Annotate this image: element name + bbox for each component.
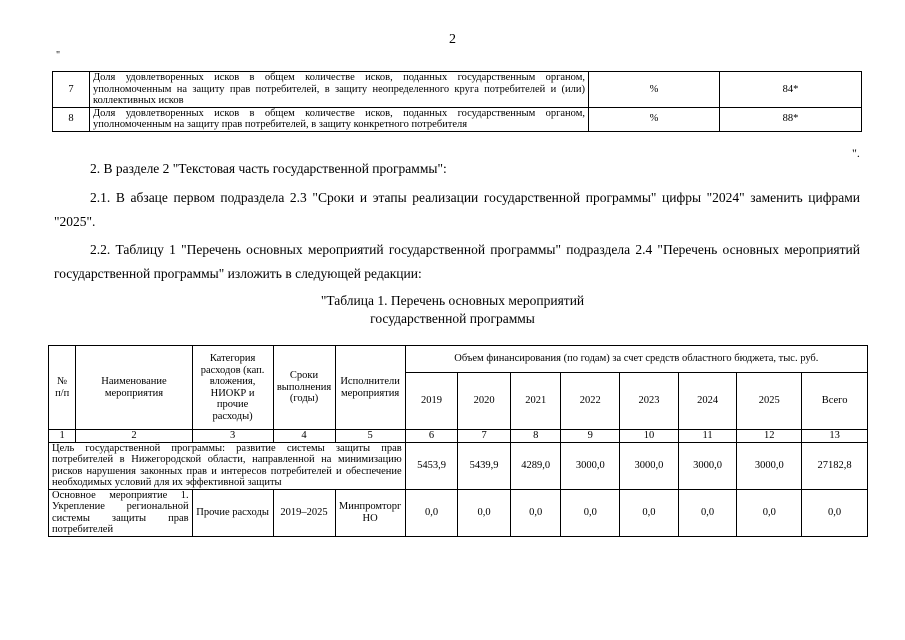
measure-value: 0,0 bbox=[678, 489, 737, 536]
measure-value: 0,0 bbox=[510, 489, 561, 536]
measure-name: Основное мероприятие 1. Укрепление региональной системы защиты прав потребителей bbox=[49, 489, 193, 536]
header-year: 2020 bbox=[458, 373, 511, 430]
table-row bbox=[53, 107, 862, 131]
col-number: 5 bbox=[335, 430, 405, 443]
header-year: 2022 bbox=[561, 373, 620, 430]
indicator-unit: % bbox=[589, 107, 720, 131]
header-year: 2021 bbox=[510, 373, 561, 430]
measure-value: 0,0 bbox=[561, 489, 620, 536]
header-row bbox=[49, 346, 868, 373]
row-number: 7 bbox=[53, 72, 90, 108]
header-total: Всего bbox=[802, 373, 868, 430]
table-row bbox=[53, 72, 862, 108]
indicators-table bbox=[52, 71, 862, 132]
page-number: 2 bbox=[449, 32, 456, 47]
opening-quote: " bbox=[56, 50, 61, 61]
measure-terms: 2019–2025 bbox=[273, 489, 335, 536]
measure-executor: Минпромторг НО bbox=[335, 489, 405, 536]
table-caption-line2: государственной программы bbox=[370, 311, 535, 326]
paragraph-3: 2.2. Таблицу 1 "Перечень основных мероприятий государственной программы" подраздела 2.4 "Перечень основных мероприятий государственной программы" изложить в следующей редакции: bbox=[54, 242, 860, 281]
col-number: 3 bbox=[192, 430, 273, 443]
goal-text: Цель государственной программы: развитие системы защиты прав потребителей в Нижегородской области, направленной на минимизацию рисков нарушения законных прав и интересов потребителей и обеспечение необходимых условий для их эффективной защиты bbox=[49, 442, 406, 489]
paragraph-1: 2. В разделе 2 "Текстовая часть государственной программы": bbox=[90, 161, 447, 176]
goal-row bbox=[49, 442, 868, 489]
header-year: 2024 bbox=[678, 373, 737, 430]
measure-value: 0,0 bbox=[405, 489, 458, 536]
closing-quote: ". bbox=[852, 146, 860, 160]
measures-table bbox=[48, 345, 868, 537]
goal-value: 3000,0 bbox=[678, 442, 737, 489]
col-number: 11 bbox=[678, 430, 737, 443]
indicator-unit: % bbox=[589, 72, 720, 108]
goal-value: 4289,0 bbox=[510, 442, 561, 489]
goal-total: 27182,8 bbox=[802, 442, 868, 489]
row-number: 8 bbox=[53, 107, 90, 131]
col-number: 10 bbox=[620, 430, 679, 443]
table-caption-line1: "Таблица 1. Перечень основных мероприятий bbox=[320, 293, 585, 308]
header-name: Наименование мероприятия bbox=[76, 346, 192, 430]
indicator-value: 84* bbox=[720, 72, 862, 108]
column-numbers-row bbox=[49, 430, 868, 443]
goal-value: 5439,9 bbox=[458, 442, 511, 489]
indicator-value: 88* bbox=[720, 107, 862, 131]
col-number: 13 bbox=[802, 430, 868, 443]
measure-value: 0,0 bbox=[737, 489, 802, 536]
header-year: 2019 bbox=[405, 373, 458, 430]
goal-value: 3000,0 bbox=[561, 442, 620, 489]
col-number: 1 bbox=[49, 430, 76, 443]
goal-value: 3000,0 bbox=[737, 442, 802, 489]
indicator-text: Доля удовлетворенных исков в общем количестве исков, поданных государственным органом, уполномоченным на защиту прав потребителей, в защиту конкретного потребителя bbox=[90, 107, 589, 131]
header-terms: Сроки выполнения (годы) bbox=[273, 346, 335, 430]
measure-total: 0,0 bbox=[802, 489, 868, 536]
paragraph-2: 2.1. В абзаце первом подраздела 2.3 "Сроки и этапы реализации государственной программы" цифры "2024" заменить цифрами "2025". bbox=[54, 190, 860, 229]
measure-value: 0,0 bbox=[620, 489, 679, 536]
header-category: Категория расходов (кап. вложения, НИОКР и прочие расходы) bbox=[192, 346, 273, 430]
header-executors: Исполнители мероприятия bbox=[335, 346, 405, 430]
header-funding: Объем финансирования (по годам) за счет средств областного бюджета, тыс. руб. bbox=[405, 346, 867, 373]
col-number: 7 bbox=[458, 430, 511, 443]
col-number: 6 bbox=[405, 430, 458, 443]
col-number: 2 bbox=[76, 430, 192, 443]
indicator-text: Доля удовлетворенных исков в общем количестве исков, поданных государственным органом, уполномоченным на защиту прав потребителей, в защиту неопределенного круга потребителей и (или) коллективных исков bbox=[90, 72, 589, 108]
col-number: 12 bbox=[737, 430, 802, 443]
header-year: 2025 bbox=[737, 373, 802, 430]
measure-category: Прочие расходы bbox=[192, 489, 273, 536]
measure-row bbox=[49, 489, 868, 536]
col-number: 9 bbox=[561, 430, 620, 443]
goal-value: 5453,9 bbox=[405, 442, 458, 489]
goal-value: 3000,0 bbox=[620, 442, 679, 489]
measure-value: 0,0 bbox=[458, 489, 511, 536]
header-year: 2023 bbox=[620, 373, 679, 430]
header-num: № п/п bbox=[49, 346, 76, 430]
col-number: 8 bbox=[510, 430, 561, 443]
col-number: 4 bbox=[273, 430, 335, 443]
